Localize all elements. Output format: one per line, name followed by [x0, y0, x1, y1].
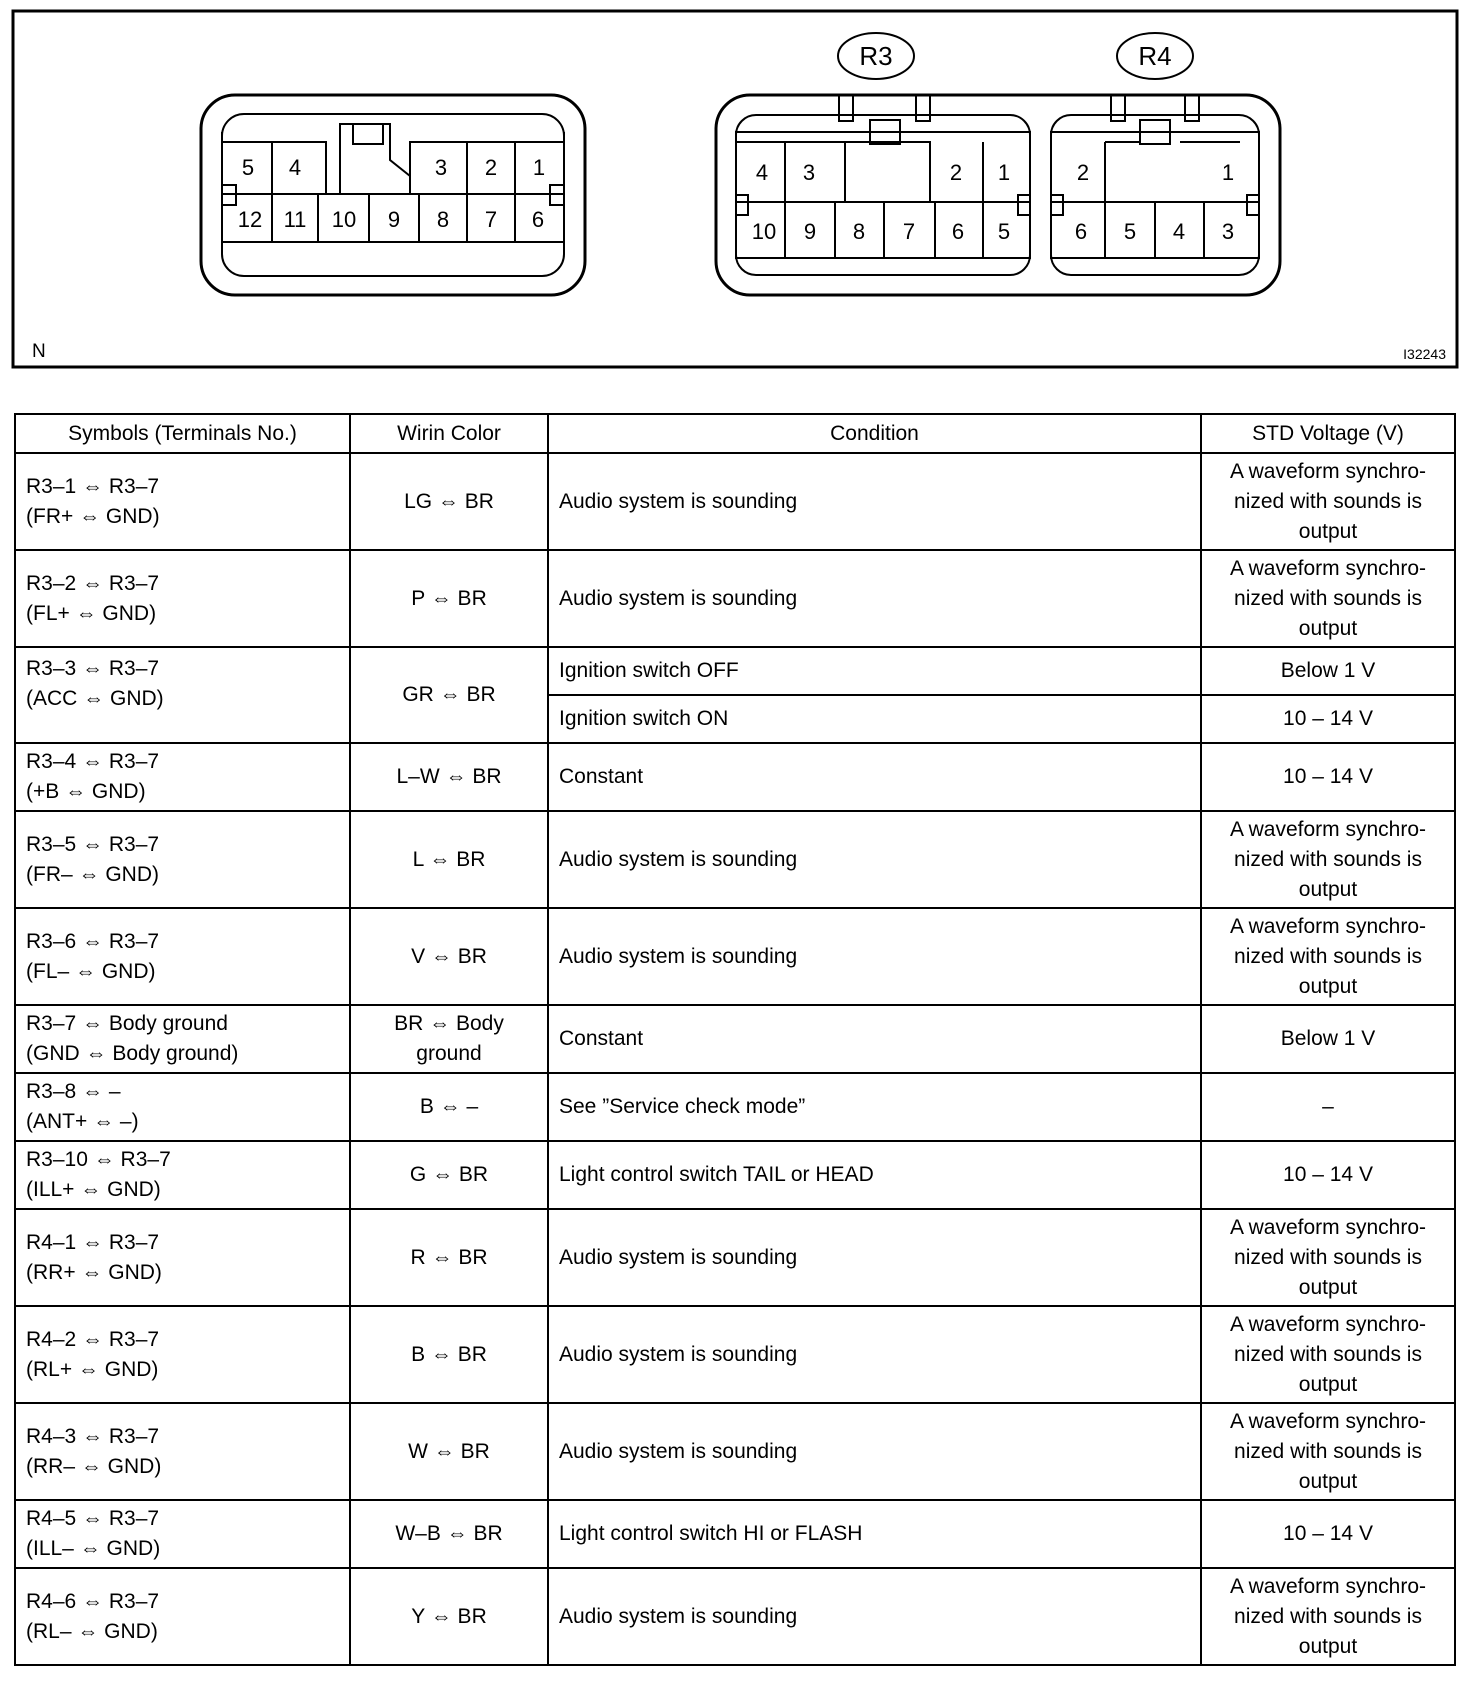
voltage-cell: A waveform synchro-nized with sounds is output	[1201, 1306, 1455, 1403]
symbol-cell	[15, 908, 350, 1005]
condition-cell: Constant	[548, 743, 1201, 811]
pin-label: 3	[434, 155, 448, 180]
condition-cell: Audio system is sounding	[548, 908, 1201, 1005]
pin-label: 4	[1172, 219, 1186, 244]
connector-r4-lock-tab	[1111, 95, 1125, 121]
connector-diagram	[0, 0, 1472, 380]
table-row	[15, 1306, 1455, 1403]
voltage-cell: Below 1 V	[1201, 1005, 1455, 1073]
pin-label: 10	[751, 219, 777, 244]
connector-n-latch	[326, 124, 410, 194]
table-row	[15, 743, 1455, 811]
pin-label: 3	[1221, 219, 1235, 244]
pin-label: 9	[387, 207, 401, 232]
voltage-cell: 10 – 14 V	[1201, 695, 1455, 743]
pin-label: 5	[241, 155, 255, 180]
signal-pair: (FL– ⇔ GND)	[26, 959, 156, 983]
wire-color-cell: P ⇔ BR	[350, 550, 548, 647]
terminal-pair: R3–6 ⇔ R3–7	[26, 929, 160, 953]
pin-label: 6	[1074, 219, 1088, 244]
pin-label: 5	[1123, 219, 1137, 244]
wire-color-cell: B ⇔ –	[350, 1073, 548, 1141]
figure-id: I32243	[1403, 346, 1446, 362]
pin-label: 7	[902, 219, 916, 244]
pin-label: 2	[1076, 160, 1090, 185]
signal-pair: (FL+ ⇔ GND)	[26, 601, 157, 625]
table-row	[15, 1141, 1455, 1209]
connector-tags	[838, 33, 1193, 79]
wire-color-cell: BR ⇔ Body ground	[350, 1005, 548, 1073]
wire-color-cell: L ⇔ BR	[350, 811, 548, 908]
wire-color-cell: L–W ⇔ BR	[350, 743, 548, 811]
pin-label: 1	[997, 160, 1011, 185]
signal-pair: (RL+ ⇔ GND)	[26, 1357, 159, 1381]
pin-label: 8	[852, 219, 866, 244]
voltage-cell: –	[1201, 1073, 1455, 1141]
terminal-pair: R3–7 ⇔ Body ground	[26, 1012, 228, 1035]
signal-pair: (ILL+ ⇔ GND)	[26, 1178, 161, 1201]
connector-r3-lock-tab	[916, 95, 930, 121]
table-row	[15, 1403, 1455, 1500]
terminal-pair: R4–5 ⇔ R3–7	[26, 1507, 160, 1530]
pin-label: 9	[803, 219, 817, 244]
terminal-pair: R3–8 ⇔ –	[26, 1080, 121, 1103]
signal-pair: (FR+ ⇔ GND)	[26, 504, 160, 528]
table-row	[15, 811, 1455, 908]
condition-cell: Ignition switch ON	[548, 695, 1201, 743]
signal-pair: (RR– ⇔ GND)	[26, 1454, 162, 1478]
symbol-cell	[15, 1500, 350, 1568]
voltage-cell: A waveform synchro-nized with sounds is output	[1201, 1568, 1455, 1665]
pin-label: 1	[532, 155, 546, 180]
pin-label: 10	[331, 207, 357, 232]
terminal-pair: R3–1 ⇔ R3–7	[26, 474, 160, 498]
wire-color-cell: Y ⇔ BR	[350, 1568, 548, 1665]
header-wire-color: Wirin Color	[350, 414, 548, 453]
pin-label: 2	[949, 160, 963, 185]
condition-cell: See ”Service check mode”	[548, 1073, 1201, 1141]
terminal-pair: R3–5 ⇔ R3–7	[26, 832, 160, 856]
wire-color-cell: LG ⇔ BR	[350, 453, 548, 550]
symbol-cell	[15, 811, 350, 908]
signal-pair: (ILL– ⇔ GND)	[26, 1537, 161, 1560]
pin-label: 1	[1221, 160, 1235, 185]
wire-color-cell: R ⇔ BR	[350, 1209, 548, 1306]
connector-n-top-left-block	[222, 142, 326, 194]
symbol-cell	[15, 647, 350, 743]
symbol-cell	[15, 1005, 350, 1073]
voltage-cell: A waveform synchro-nized with sounds is output	[1201, 1403, 1455, 1500]
condition-cell: Light control switch TAIL or HEAD	[548, 1141, 1201, 1209]
connector-r3-top-block	[845, 142, 930, 202]
symbol-cell	[15, 743, 350, 811]
connector-n	[201, 95, 585, 295]
terminal-pair: R3–4 ⇔ R3–7	[26, 750, 160, 773]
table-row	[15, 647, 1455, 695]
condition-cell: Audio system is sounding	[548, 1568, 1201, 1665]
voltage-cell: A waveform synchro-nized with sounds is output	[1201, 1209, 1455, 1306]
condition-cell: Audio system is sounding	[548, 1209, 1201, 1306]
condition-cell: Audio system is sounding	[548, 1306, 1201, 1403]
connector-r3-lock-tab	[839, 95, 853, 121]
table-row	[15, 1005, 1455, 1073]
terminal-pair: R3–10 ⇔ R3–7	[26, 1148, 171, 1171]
pin-label: 8	[436, 207, 450, 232]
condition-cell: Audio system is sounding	[548, 453, 1201, 550]
connector-tag-r4: R4	[1138, 41, 1172, 71]
header-symbols: Symbols (Terminals No.)	[15, 414, 350, 453]
pin-label: 2	[484, 155, 498, 180]
wire-color-cell: W ⇔ BR	[350, 1403, 548, 1500]
table-row	[15, 1073, 1455, 1141]
table-row	[15, 1568, 1455, 1665]
voltage-cell: A waveform synchro-nized with sounds is output	[1201, 453, 1455, 550]
signal-pair: (RL– ⇔ GND)	[26, 1619, 158, 1643]
terminal-pair: R4–2 ⇔ R3–7	[26, 1327, 160, 1351]
signal-pair: (RR+ ⇔ GND)	[26, 1260, 162, 1284]
symbol-cell	[15, 1568, 350, 1665]
symbol-cell	[15, 550, 350, 647]
voltage-cell: 10 – 14 V	[1201, 1141, 1455, 1209]
condition-cell: Audio system is sounding	[548, 550, 1201, 647]
signal-pair: (ANT+ ⇔ –)	[26, 1110, 139, 1133]
symbol-cell	[15, 1306, 350, 1403]
connector-tag-r3: R3	[859, 41, 893, 71]
pin-label: 6	[951, 219, 965, 244]
wire-color-cell: B ⇔ BR	[350, 1306, 548, 1403]
terminal-pair: R4–1 ⇔ R3–7	[26, 1230, 160, 1254]
pin-label: 4	[755, 160, 769, 185]
pin-label: 3	[802, 160, 816, 185]
pin-label: 11	[283, 207, 307, 232]
condition-cell: Light control switch HI or FLASH	[548, 1500, 1201, 1568]
condition-cell: Audio system is sounding	[548, 811, 1201, 908]
pin-label: 5	[997, 219, 1011, 244]
voltage-cell: A waveform synchro-nized with sounds is output	[1201, 908, 1455, 1005]
pin-label: 12	[237, 207, 263, 232]
table-row	[15, 908, 1455, 1005]
symbol-cell	[15, 1141, 350, 1209]
connector-r3-r4	[716, 95, 1280, 295]
condition-cell: Constant	[548, 1005, 1201, 1073]
signal-pair: (GND ⇔ Body ground)	[26, 1042, 239, 1065]
voltage-cell: 10 – 14 V	[1201, 1500, 1455, 1568]
voltage-cell: 10 – 14 V	[1201, 743, 1455, 811]
header-std-voltage: STD Voltage (V)	[1201, 414, 1455, 453]
wire-color-cell: GR ⇔ BR	[350, 647, 548, 743]
condition-cell: Audio system is sounding	[548, 1403, 1201, 1500]
pin-label: 7	[484, 207, 498, 232]
pin-label: 4	[288, 155, 302, 180]
table-row	[15, 1500, 1455, 1568]
voltage-cell: Below 1 V	[1201, 647, 1455, 695]
header-condition: Condition	[548, 414, 1201, 453]
terminal-pair: R4–3 ⇔ R3–7	[26, 1424, 160, 1448]
voltage-cell: A waveform synchro-nized with sounds is output	[1201, 550, 1455, 647]
voltage-spec-table	[14, 413, 1456, 1666]
table-row	[15, 1209, 1455, 1306]
table-header-row	[15, 414, 1455, 453]
signal-pair: (+B ⇔ GND)	[26, 780, 146, 803]
connector-n-latch-key	[353, 124, 383, 144]
terminal-pair: R3–3 ⇔ R3–7	[26, 657, 160, 680]
connector-r4-lock-tab	[1185, 95, 1199, 121]
symbol-cell	[15, 1403, 350, 1500]
wire-color-cell: W–B ⇔ BR	[350, 1500, 548, 1568]
symbol-cell	[15, 1209, 350, 1306]
table-row	[15, 550, 1455, 647]
symbol-cell	[15, 453, 350, 550]
condition-cell: Ignition switch OFF	[548, 647, 1201, 695]
voltage-cell: A waveform synchro-nized with sounds is output	[1201, 811, 1455, 908]
signal-pair: (FR– ⇔ GND)	[26, 862, 159, 886]
connector-r3-r4-shell	[716, 95, 1280, 295]
wire-color-cell: G ⇔ BR	[350, 1141, 548, 1209]
terminal-pair: R4–6 ⇔ R3–7	[26, 1589, 160, 1613]
symbol-cell	[15, 1073, 350, 1141]
wire-color-cell: V ⇔ BR	[350, 908, 548, 1005]
figure-corner-label: N	[32, 341, 46, 362]
pin-label: 6	[531, 207, 545, 232]
connector-figure	[0, 0, 1472, 380]
terminal-pair: R3–2 ⇔ R3–7	[26, 571, 160, 595]
signal-pair: (ACC ⇔ GND)	[26, 687, 164, 710]
table-row	[15, 453, 1455, 550]
